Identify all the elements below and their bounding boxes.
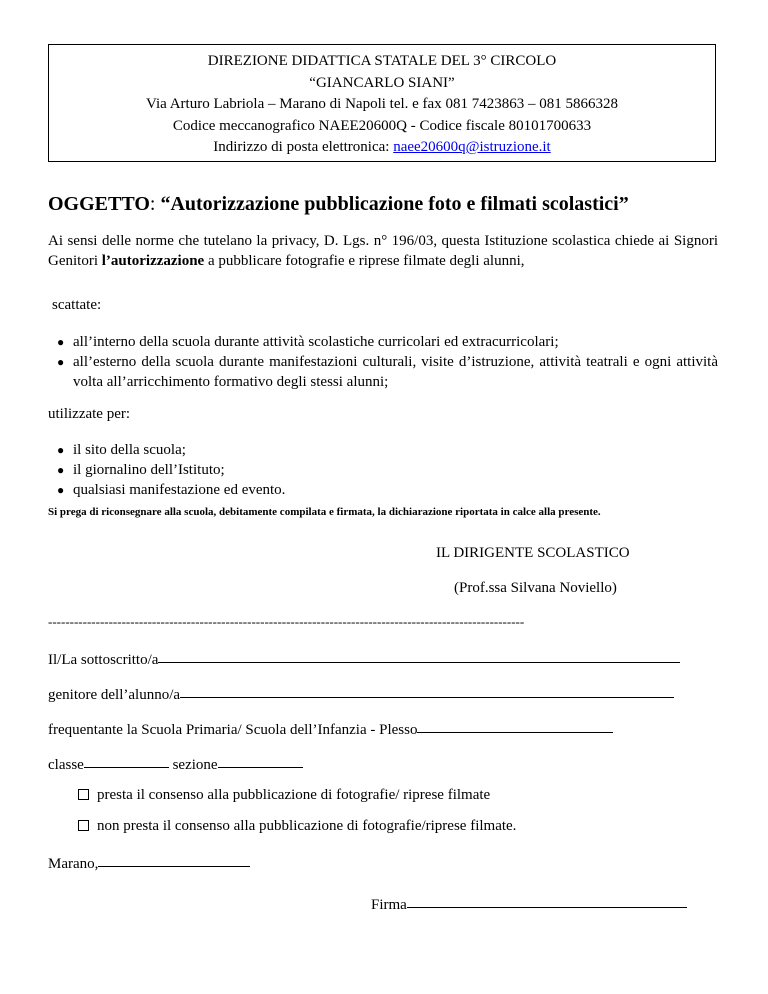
- bullet-icon: ●: [57, 335, 65, 349]
- parent-field: [48, 683, 674, 704]
- taken-list: [48, 332, 718, 392]
- subject-label: OGGETTO: [48, 193, 150, 215]
- school-direction: DIREZIONE DIDATTICA STATALE DEL 3° CIRCOLO: [207, 53, 557, 69]
- consent-label: presta il consenso alla pubblicazione di fotografie/ riprese filmate: [97, 787, 491, 803]
- no-consent-option[interactable]: [78, 818, 516, 835]
- undersigned-input[interactable]: [158, 648, 680, 663]
- student-name-input[interactable]: [180, 683, 674, 698]
- consent-option[interactable]: [78, 787, 490, 804]
- place-date-field: [48, 852, 250, 873]
- undersigned-field: [48, 648, 680, 669]
- class-label: classe: [48, 757, 84, 773]
- plesso-input[interactable]: [417, 718, 613, 733]
- signature-input[interactable]: [407, 893, 687, 908]
- intro-paragraph: [48, 231, 718, 271]
- school-codes: Codice meccanografico NAEE20600Q - Codice fiscale 80101700633: [172, 117, 592, 134]
- school-field: [48, 718, 613, 739]
- date-input[interactable]: [98, 852, 250, 867]
- school-email-line: [49, 137, 715, 159]
- class-field: [48, 753, 303, 774]
- list-item: ● all’interno della scuola durante attività scolastiche curricolari ed extracurricolari;: [57, 334, 559, 350]
- used-label: utilizzate per:: [48, 406, 131, 422]
- email-label: Indirizzo di posta elettronica:: [213, 139, 394, 155]
- intro-text: Ai sensi delle norme che tutelano la privacy, D. Lgs. n° 196/03, questa Istituzione scolastica chiede ai Signori Genitori: [48, 233, 718, 269]
- school-name: “GIANCARLO SIANI”: [309, 74, 455, 91]
- subject-title: “Autorizzazione pubblicazione foto e filmati scolastici”: [160, 193, 629, 215]
- bullet-icon: ●: [57, 355, 65, 369]
- parent-label: genitore dell’alunno/a: [48, 687, 181, 703]
- undersigned-label: Il/La sottoscritto/a: [48, 652, 159, 668]
- no-consent-checkbox[interactable]: [78, 820, 89, 831]
- signature-label: Firma: [371, 897, 407, 913]
- intro-bold: l’autorizzazione: [101, 253, 205, 269]
- signatory-role: IL DIRIGENTE SCOLASTICO: [436, 545, 630, 561]
- bullet-icon: ●: [57, 463, 65, 477]
- class-input[interactable]: [84, 753, 169, 768]
- no-consent-label: non presta il consenso alla pubblicazione di fotografie/riprese filmate.: [97, 818, 517, 834]
- subject-heading: [48, 193, 629, 216]
- bullet-icon: ●: [57, 443, 65, 457]
- consent-checkbox[interactable]: [78, 789, 89, 800]
- list-item: ● all’esterno della scuola durante manifestazioni culturali, visite d’istruzione, attività teatrali e ogni attività volta all’arricchimento formativo degli stessi alunni;: [57, 354, 718, 390]
- section-label: sezione: [168, 757, 218, 773]
- subject-colon: :: [149, 193, 156, 215]
- return-note: Si prega di riconsegnare alla scuola, debitamente compilata e firmata, la dichiarazione riportata in calce alla presente.: [48, 506, 601, 518]
- signature-field: [371, 893, 687, 914]
- intro-text-end: a pubblicare fotografie e riprese filmate degli alunni,: [204, 253, 525, 269]
- section-input[interactable]: [218, 753, 303, 768]
- list-item: ● qualsiasi manifestazione ed evento.: [57, 482, 286, 498]
- cut-line: --------------------------------------------------------------------------------------------------------------: [48, 614, 525, 629]
- place-label: Marano,: [48, 856, 99, 872]
- used-list: [48, 440, 718, 500]
- email-link[interactable]: naee20600q@istruzione.it: [393, 139, 551, 155]
- signatory-name: (Prof.ssa Silvana Noviello): [454, 580, 617, 596]
- attending-label: frequentante la Scuola Primaria/ Scuola dell’Infanzia - Plesso: [48, 722, 418, 738]
- bullet-icon: ●: [57, 483, 65, 497]
- list-item: ● il sito della scuola;: [57, 442, 186, 458]
- taken-label: scattate:: [52, 297, 102, 313]
- school-address: Via Arturo Labriola – Marano di Napoli tel. e fax 081 7423863 – 081 5866328: [146, 96, 618, 112]
- list-item: ● il giornalino dell’Istituto;: [57, 462, 225, 478]
- letterhead-box: [48, 44, 716, 162]
